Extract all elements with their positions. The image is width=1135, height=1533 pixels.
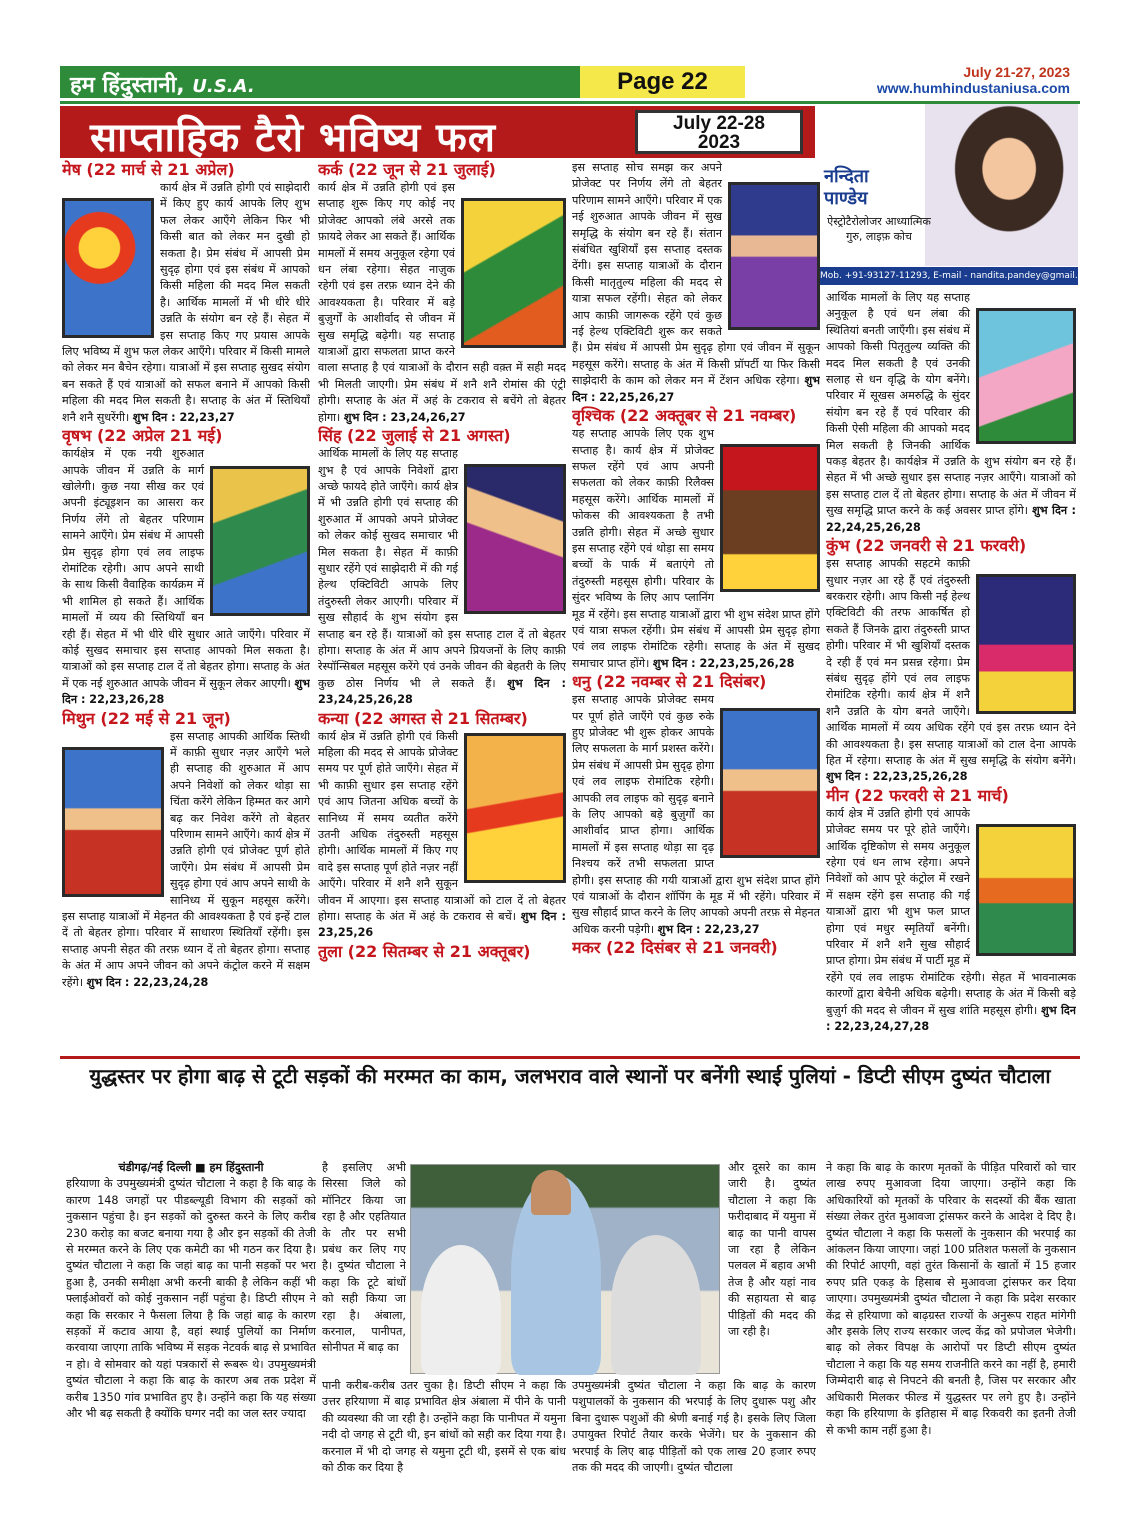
news-column-3-top: और दूसरे का काम जारी है। दुष्यंत चौटाला ने कहा कि फरीदाबाद में यमुना में बाढ़ का पानी वापस जा रहा है लेकिन पलवल में बहाव अभी तेज है और यहां नाव की सहायता से बाढ़ पीड़ितों की मदद की जा रही है। bbox=[728, 1161, 816, 1339]
masthead bbox=[60, 66, 1080, 100]
tarot-card-image bbox=[976, 308, 1076, 444]
sign-text-kark: कार्य क्षेत्र में उन्नति होगी एवं इस सप्ताह शुरू किए गए कोई नए प्रोजेक्ट आपको लंबे अरसे तक फ़ायदे लेकर आ सकते हैं। आर्थिक मामलों में समय अनुकूल रहेगा एवं धन लंबा रहेगा। सेहत नाज़ुक रहेगी एवं इस तरफ़ ध्यान देने की आवश्यकता है। परिवार में बड़े बुज़ुर्गों के आशीर्वाद से जीवन में सुख समृद्धि बढ़ेगी। यह सप्ताह यात्राओं द्वारा सफलता प्राप्त करने वाला सप्ताह है एवं यात्राओं के दौरान सही वक़्त में सही मदद भी मिलती जाएगी। प्रेम संबंध में शनै शनै रोमांस की एंट्री होगी। सप्ताह के अंत में अहं के टकराव से बचेंगे तो बेहतर होगा। शुभ दिन : 23,24,26,27 bbox=[318, 181, 566, 424]
section-divider bbox=[60, 1056, 1080, 1059]
sign-title-mithun: मिथुन (22 मई से 21 जून) bbox=[62, 708, 231, 728]
tarot-card-image bbox=[210, 466, 310, 616]
news-column-4: ने कहा कि बाढ़ के कारण मृतकों के पीड़ित परिवारों को चार लाख रुपए मुआवजा दिया जाएगा। उन्होंने कहा कि अधिकारियों को मृतकों के परिवार के सदस्यों की बैंक खाता संख्या लेकर तुरंत मुआवजा ट्रांसफर करने के आदेश दे दिए है। दुष्यंत चौटाला ने कहा कि फसलों के नुकसान की भरपाई का आंकलन किया जाएगा। जहां 100 प्रतिशत फसलों के नुकसान की रिपोर्ट आएगी, वहां तुरंत किसानों के खातों में 15 हजार रुपए प्रति एकड़ के हिसाब से मुआवजा ट्रांसफर कर दिया जाएगा। उपमुख्यमंत्री दुष्यंत चौटाला ने कहा कि प्रदेश सरकार केंद्र से हरियाणा को बाढ़ग्रस्त राज्यों के अनुरूप राहत मांगेगी और इसके लिए राज्य सरकार जल्द केंद्र को प्रपोजल भेजेगी। बाढ़ को लेकर विपक्ष के आरोपों पर डिप्टी सीएम दुष्यंत चौटाला ने कहा कि यह समय राजनीति करने का नहीं है, हमारी जिम्मेदारी बाढ़ से निपटने की बनती है, जिस पर सरकार और अधिकारी मिलकर फील्ड में युद्धस्तर पर लगे हुए है। उन्होंने कहा कि हरियाणा के इतिहास में बाढ़ रिकवरी का इतनी तेजी से कभी काम नहीं हुआ है। bbox=[826, 1161, 1076, 1437]
tarot-card-image bbox=[461, 198, 566, 348]
horoscope-column-2 bbox=[318, 160, 566, 1048]
issue-date: July 21-27, 2023 bbox=[963, 64, 1070, 80]
horoscope-column-1 bbox=[62, 160, 310, 1048]
sign-title-mesh: मेष (22 मार्च से 21 अप्रेल) bbox=[62, 160, 235, 179]
sign-title-singh: सिंह (22 जुलाई से 21 अगस्त) bbox=[318, 426, 511, 446]
sign-text-kumbh: इस सप्ताह आपकी सहटमे काफ़ी सुधार नज़र आ रहे हैं एवं तंदुरुस्ती बरकरार रहेगी। आप किसी नई हेल्थ एक्टिविटी की तरफ आकर्षित हो सकते हैं जिनके द्वारा तंदुरुस्ती प्राप्त होगी। परिवार में भी खुशियाँ दस्तक दे रही हैं एवं मन प्रसन्न रहेगा। प्रेम संबंध सुदृढ़ होंगे एवं लव लाइफ रोमांटिक रहेगी। कार्य क्षेत्र में शनै शनै उन्नति के योग बनते जाएँगे। आर्थिक मामलों में व्यय अधिक रहेंगे एवं इस तरफ़ ध्यान देने की आवश्यकता है। इस सप्ताह यात्राओं को टाल देना आपके हित में रहेगा। सप्ताह के अंत में सुख समृद्धि के संयोग बनेंगे। शुभ दिन : 22,23,25,26,28 bbox=[826, 557, 1076, 784]
date-range-box bbox=[635, 110, 803, 154]
horoscope-column-4 bbox=[826, 290, 1076, 1048]
date-range-line1: July 22-28 bbox=[673, 113, 765, 134]
page-number: Page 22 bbox=[580, 66, 745, 98]
date-range-line2: 2023 bbox=[697, 132, 741, 153]
author-box bbox=[820, 104, 1097, 290]
sign-title-dhanu: धनु (22 नवम्बर से 21 दिसंबर) bbox=[572, 672, 767, 692]
tarot-card-image bbox=[464, 464, 566, 614]
sign-title-kumbh: कुंभ (22 जनवरी से 21 फरवरी) bbox=[826, 536, 1027, 556]
website-url: www.humhindustaniusa.com bbox=[876, 80, 1070, 96]
news-column-2-bottom: पानी करीब-करीब उतर चुका है। डिप्टी सीएम ने कहा कि उत्तर हरियाणा में बाढ़ प्रभावित क्षेत्र अंबाला में पीने के पानी की व्यवस्था की जा रही है। उन्होंने कहा कि पानीपत में यमुना नदी दो जगह से टूटी थी, इन बांधों को सही कर दिया गया है। करनाल में भी दो जगह से यमुना टूटी थी, इसमें से एक बांध को ठीक कर दिया है bbox=[322, 1379, 566, 1475]
news-column-3-bottom: उपमुख्यमंत्री दुष्यंत चौटाला ने कहा कि बाढ़ के कारण पशुपालकों के नुकसान की भरपाई के लिए दुधारू पशु और बिना दुधारू पशुओं की श्रेणी बनाई गई है। इसके लिए जिला उपायुक्त रिपोर्ट तैयार करके भेजेंगे। घर के नुकसान की भरपाई के लिए बाढ़ पीड़ितों को एक लाख 20 हजार रुपए तक की मदद की जाएगी। दुष्यंत चौटाला bbox=[572, 1379, 816, 1475]
sign-title-meen: मीन (22 फरवरी से 21 मार्च) bbox=[826, 785, 1009, 805]
author-contact: Mob. +91-93127-11293, E-mail - nandita.pandey@gmail.com bbox=[820, 267, 1078, 285]
sign-text-vrishchik: यह सप्ताह आपके लिए एक शुभ सप्ताह है। कार्य क्षेत्र में प्रोजेक्ट सफल रहेंगे एवं आप अपनी सफलता को लेकर काफ़ी रिलैक्स महसूस करेंगे। आर्थिक मामलों में फोकस की आवश्यकता है तभी उन्नति होगी। सेहत में अच्छे सुधार इस सप्ताह रहेंगे एवं थोड़ा सा समय बच्चों के पार्क में बताएंगे तो तंदुरुस्ती महसूस होगी। परिवार के सुंदर भविष्य के लिए आप प्लानिंग मूड में रहेंगे। इस सप्ताह यात्राओं द्वारा भी शुभ संदेश प्राप्त होंगे एवं यात्रा सफल रहेंगी। प्रेम संबंध में आपसी प्रेम सुदृढ़ होगा एवं लव लाइफ रोमांटिक रहेगी। सप्ताह के अंत में सुखद समाचार प्राप्त होंगे। शुभ दिन : 22,23,25,26,28 bbox=[572, 427, 820, 670]
news-column-2-top: है इसलिए अभी सिरसा जिले को मॉनिटर किया जा रहा है और एहतियात के तौर पर सभी प्रबंध कर लिए गए है। दुष्यंत चौटाला ने कहा कि टूटे बांधों को सही किया जा रहा है। अंबाला, करनाल, पानीपत, सोनीपत में बाढ़ का bbox=[322, 1161, 406, 1355]
news-dateline: चंडीगढ़/नई दिल्ली ■ हम हिंदुस्तानी bbox=[118, 1161, 264, 1174]
sign-text-makar: आर्थिक मामलों के लिए यह सप्ताह अनुकूल है एवं धन लंबा की स्थितियां बनती जाएँगी। इस संबंध में आपको किसी पितृतुल्य व्यक्ति की मदद मिल सकती है एवं उनकी सलाह से धन वृद्धि के योग बनेंगे। परिवार में सूखस अमरुद्धि के सुंदर संयोग बन रहे हैं एवं परिवार की किसी ऐसी महिला की आपको मदद मिल सकती है जिनकी आर्थिक पकड़ बेहतर है। कार्यक्षेत्र में उन्नति के शुभ संयोग बन रहे हैं। सेहत में भी अच्छे सुधार इस सप्ताह नज़र आएँगे। यात्राओं को इस सप्ताह टाल दें तो बेहतर होगा। सप्ताह के अंत में जीवन में सुख समृद्धि प्राप्त करने के कई अवसर प्राप्त होंगे। शुभ दिन : 22,24,25,26,28 bbox=[826, 291, 1076, 534]
sign-title-tula: तुला (22 सितम्बर से 21 अक्तूबर) bbox=[318, 941, 531, 961]
author-role: ऐस्ट्रोटैरोलोजर आध्यात्मिक गुरु, लाइफ़ कोच bbox=[827, 215, 931, 243]
tarot-card-image bbox=[464, 733, 566, 883]
section-title: साप्ताहिक टैरो भविष्य फल bbox=[90, 115, 496, 161]
sign-title-kark: कर्क (22 जून से 21 जुलाई) bbox=[318, 160, 496, 179]
news-photo bbox=[410, 1164, 720, 1374]
sign-title-vrishchik: वृश्चिक (22 अक्तूबर से 21 नवम्बर) bbox=[572, 406, 797, 426]
tarot-card-image bbox=[720, 444, 820, 592]
sign-text-singh: आर्थिक मामलों के लिए यह सप्ताह शुभ है एवं आपके निवेशों द्वारा अच्छे फायदे होते जाएँगे। कार्य क्षेत्र में भी उन्नति होगी एवं सप्ताह की शुरुआत में आपको अपने प्रोजेक्ट को लेकर कोई सुखद समाचार भी मिल सकता है। सेहत में काफ़ी सुधार रहेंगे एवं साझेदारी में की गई हेल्थ एक्टिविटी आपके लिए तंदुरुस्ती लेकर आएगी। परिवार में सुख सौहार्द के शुभ संयोग इस सप्ताह बन रहे हैं। यात्राओं को इस सप्ताह टाल दें तो बेहतर होगा। सप्ताह के अंत में आप अपने प्रियजनों के लिए काफ़ी रेस्पॉन्सिबल महसूस करेंगे एवं उनके जीवन की बेहतरी के लिए कुछ ठोस निर्णय भी ले सकते हैं। शुभ दिन : 23,24,25,26,28 bbox=[318, 447, 566, 707]
author-photo bbox=[925, 104, 1078, 266]
sign-title-kanya: कन्या (22 अगस्त से 21 सितम्बर) bbox=[318, 708, 528, 728]
news-text: हरियाणा के उपमुख्यमंत्री दुष्यंत चौटाला ने कहा है कि बाढ़ के कारण 148 जगहों पर पीडब्ल्यूडी विभाग की सड़कों को नुकसान पहुंचा है। इन सड़कों को दुरुस्त करने के लिए करीब 230 करोड़ का बजट बनाया गया है और इन सड़कों की तेजी से मरम्मत करने के लिए एक कमेटी का भी गठन कर दिया है। दुष्यंत चौटाला ने कहा कि जहां बाढ़ का पानी सड़कों पर भरा हुआ है, उनकी समीक्षा अभी करनी बाकी है लेकिन कहीं भी फ्लाईओवरों को कोई नुकसान नहीं पहुंचा है। डिप्टी सीएम ने कहा कि सरकार ने फैसला लिया है कि जहां बाढ़ के कारण सड़कों में कटाव आया है, वहां स्थाई पुलियों का निर्माण करवाया जाएगा ताकि भविष्य में सड़क नेटवर्क बाढ़ से प्रभावित न हो। वे सोमवार को यहां पत्रकारों से रूबरू थे। उपमुख्यमंत्री दुष्यंत चौटाला ने कहा कि बाढ़ के कारण अब तक प्रदेश में करीब 1350 गांव प्रभावित हुए है। उन्होंने कहा कि यह संख्या और भी बढ़ सकती है क्योंकि घग्गर नदी का जल स्तर ज्यादा bbox=[66, 1177, 316, 1421]
sign-text-kanya: कार्य क्षेत्र में उन्नति होगी एवं किसी महिला की मदद से आपके प्रोजेक्ट समय पर पूर्ण होते जाएँगे। सेहत में भी काफ़ी सुधार इस सप्ताह रहेंगे एवं आप जितना अधिक बच्चों के सानिध्य में समय व्यतीत करेंगे उतनी अधिक तंदुरुस्ती महसूस होगी। आर्थिक मामलों में किए गए वादे इस सप्ताह पूर्ण होते नज़र नहीं आएँगे। परिवार में शनै शनै सुकून जीवन में आएगा। इस सप्ताह यात्राओं को टाल दें तो बेहतर होगा। सप्ताह के अंत में अहं के टकराव से बचें। शुभ दिन : 23,25,26 bbox=[318, 729, 566, 940]
sign-text-dhanu: इस सप्ताह आपके प्रोजेक्ट समय पर पूर्ण होते जाएँगे एवं कुछ रुके हुए प्रोजेक्ट भी शुरू होकर आपके लिए सफलता के मार्ग प्रशस्त करेंगे। प्रेम संबंध में आपसी प्रेम सुदृढ़ होगा एवं लव लाइफ रोमांटिक रहेगी। आपकी लव लाइफ को सुदृढ़ बनाने के लिए आपको बड़े बुज़ुर्गों का आशीर्वाद प्राप्त होगा। आर्थिक मामलों में इस सप्ताह थोड़ा सा दृढ़ निश्चय करें तभी सफलता प्राप्त होगी। इस सप्ताह की गयी यात्राओं द्वारा शुभ संदेश प्राप्त होंगे एवं यात्राओं के दौरान शॉपिंग के मूड में भी रहेंगे। परिवार में सुख सौहार्द प्राप्त करने के लिए आपको अपनी तरफ़ से मेहनत अधिक करनी पड़ेगी। शुभ दिन : 22,23,27 bbox=[572, 693, 820, 936]
tarot-card-image bbox=[62, 747, 164, 897]
sign-text-tula: इस सप्ताह सोच समझ कर अपने प्रोजेक्ट पर निर्णय लेंगे तो बेहतर परिणाम सामने आएँगे। परिवार में एक नई शुरुआत आपके जीवन में सुख समृद्धि के संयोग बन रहे हैं। संतान संबंधित खुशियाँ इस सप्ताह दस्तक देंगी। इस सप्ताह यात्राओं के दौरान किसी मातृतुल्य महिला की मदद से यात्रा सफल रहेंगी। सेहत को लेकर आप काफ़ी जागरूक रहेंगे एवं कुछ नई हेल्थ एक्टिविटी शुरू कर सकते हैं। प्रेम संबंध में आपसी प्रेम सुदृढ़ होगा एवं जीवन में सुकून महसूस करेंगे। सप्ताह के अंत में किसी प्रॉपर्टी या फिर किसी साझेदारी के काम को लेकर मन में टेंशन अधिक रहेगा। शुभ दिन : 22,25,26,27 bbox=[572, 161, 820, 404]
tarot-card-image bbox=[728, 182, 820, 330]
author-name: नन्दिता पाण्डेय bbox=[824, 166, 869, 209]
tarot-card-image bbox=[976, 574, 1076, 714]
sign-text-mithun: इस सप्ताह आपकी आर्थिक स्तिथी में काफ़ी सुधार नज़र आएँगे भले ही सप्ताह की शुरुआत में आप अपने निवेशों को लेकर थोड़ा सा चिंता करेंगे लेकिन हिम्मत कर आगे बढ़ कर निवेश करेंगे तो बेहतर परिणाम सामने आएँगे। कार्य क्षेत्र में उन्नति होगी एवं प्रोजेक्ट पूर्ण होते जाएँगे। प्रेम संबंध में आपसी प्रेम सुदृढ़ होगा एवं आप अपने साथी के सानिध्य में सुकून महसूस करेंगे। इस सप्ताह यात्राओं में मेहनत की आवश्यकता है एवं इन्हें टाल दें तो बेहतर होगा। परिवार में साधारण स्थितियाँ रहेंगी। इस सप्ताह अपनी सेहत की तरफ़ ध्यान दें तो बेहतर होगा। सप्ताह के अंत में आप अपने जीवन को अपने कंट्रोल करने में सक्षम रहेंगे। शुभ दिन : 22,23,24,28 bbox=[62, 729, 310, 989]
news-column-1 bbox=[66, 1160, 316, 1480]
news-headline: युद्धस्तर पर होगा बाढ़ से टूटी सड़कों की मरम्मत का काम, जलभराव वाले स्थानों पर बनेंगी स्थाई पुलियां - डिप्टी सीएम दुष्यंत चौटाला bbox=[89, 1064, 1051, 1088]
brand-name: हम हिंदुस्तानी, U.S.A. bbox=[70, 73, 255, 98]
tarot-card-image bbox=[976, 824, 1076, 956]
sign-title-makar: मकर (22 दिसंबर से 21 जनवरी) bbox=[572, 938, 778, 958]
horoscope-column-3 bbox=[572, 160, 820, 1048]
sign-text-vrishabh: कार्यक्षेत्र में एक नयी शुरुआत आपके जीवन में उन्नति के मार्ग खोलेगी। कुछ नया सीख कर एवं अपनी इंट्यूइशन का आसरा कर निर्णय लेंगे तो बेहतर परिणाम सामने आएँगे। प्रेम संबंध में आपसी प्रेम सुदृढ़ होगा एवं लव लाइफ रोमांटिक रहेगी। आप अपने साथी के साथ किसी वैवाहिक कार्यक्रम में भी शामिल हो सकते हैं। आर्थिक मामलों में व्यय की स्तिथियाँ बन रही हैं। सेहत में भी धीरे धीरे सुधार आते जाएँगे। परिवार में कोई सुखद समाचार इस सप्ताह आपको मिल सकता है। यात्राओं को इस सप्ताह टाल दें तो बेहतर होगा। सप्ताह के अंत में एक नई शुरुआत आपके जीवन में सुकून लेकर आएगी। शुभ दिन : 22,23,26,28 bbox=[62, 447, 310, 707]
tarot-card-image bbox=[720, 708, 820, 858]
tarot-card-image bbox=[62, 198, 154, 338]
sign-title-vrishabh: वृषभ (22 अप्रेल 21 मई) bbox=[62, 426, 223, 446]
sign-text-meen: कार्य क्षेत्र में उन्नति होगी एवं आपके प्रोजेक्ट समय पर पूरे होते जाएँगे। आर्थिक दृष्टिकोण से समय अनुकूल रहेगा एवं धन लाभ रहेगा। अपने निवेशों को आप पूरे कंट्रोल में रखने में सक्षम रहेंगे इस सप्ताह की गई यात्राओं द्वारा भी शुभ फल प्राप्त होगा एवं मधुर स्मृतियाँ बनेंगी। परिवार में शनै शनै सुख सौहार्द प्राप्त होगा। प्रेम संबंध में पार्टी मूड में रहेंगे एवं लव लाइफ रोमांटिक रहेगी। सेहत में भावनात्मक कारणों द्वारा बेचैनी अधिक बढ़ेगी। सप्ताह के अंत में किसी बड़े बुज़ुर्ग की मदद से जीवन में सुख शांति महसूस होगी। शुभ दिन : 22,23,24,27,28 bbox=[826, 806, 1076, 1034]
sign-text-mesh: कार्य क्षेत्र में उन्नति होगी एवं साझेदारी में किए हुए कार्य आपके लिए शुभ फल लेकर आएँगे लेकिन फिर भी किसी बात को लेकर मन दुखी हो सकता है। प्रेम संबंध में आपसी प्रेम सुदृढ़ होगा एवं इस संबंध में आपको किसी महिला की मदद मिल सकती है। आर्थिक मामलों में भी धीरे धीरे उन्नति के संयोग बन रहे हैं। सेहत में इस सप्ताह किए गए प्रयास आपके लिए भविष्य में शुभ फल लेकर आएँगे। परिवार में किसी मामले को लेकर मन बैचेन रहेगा। यात्राओं में इस सप्ताह सुखद संयोग बन सकते हैं एवं यात्राओं को सफल बनाने में आपको किसी महिला की मदद मिल सकती है। सप्ताह के अंत में स्तिथियाँ शनै शनै सुधरेंगी। शुभ दिन : 22,23,27 bbox=[62, 181, 310, 424]
section-banner bbox=[60, 106, 815, 161]
